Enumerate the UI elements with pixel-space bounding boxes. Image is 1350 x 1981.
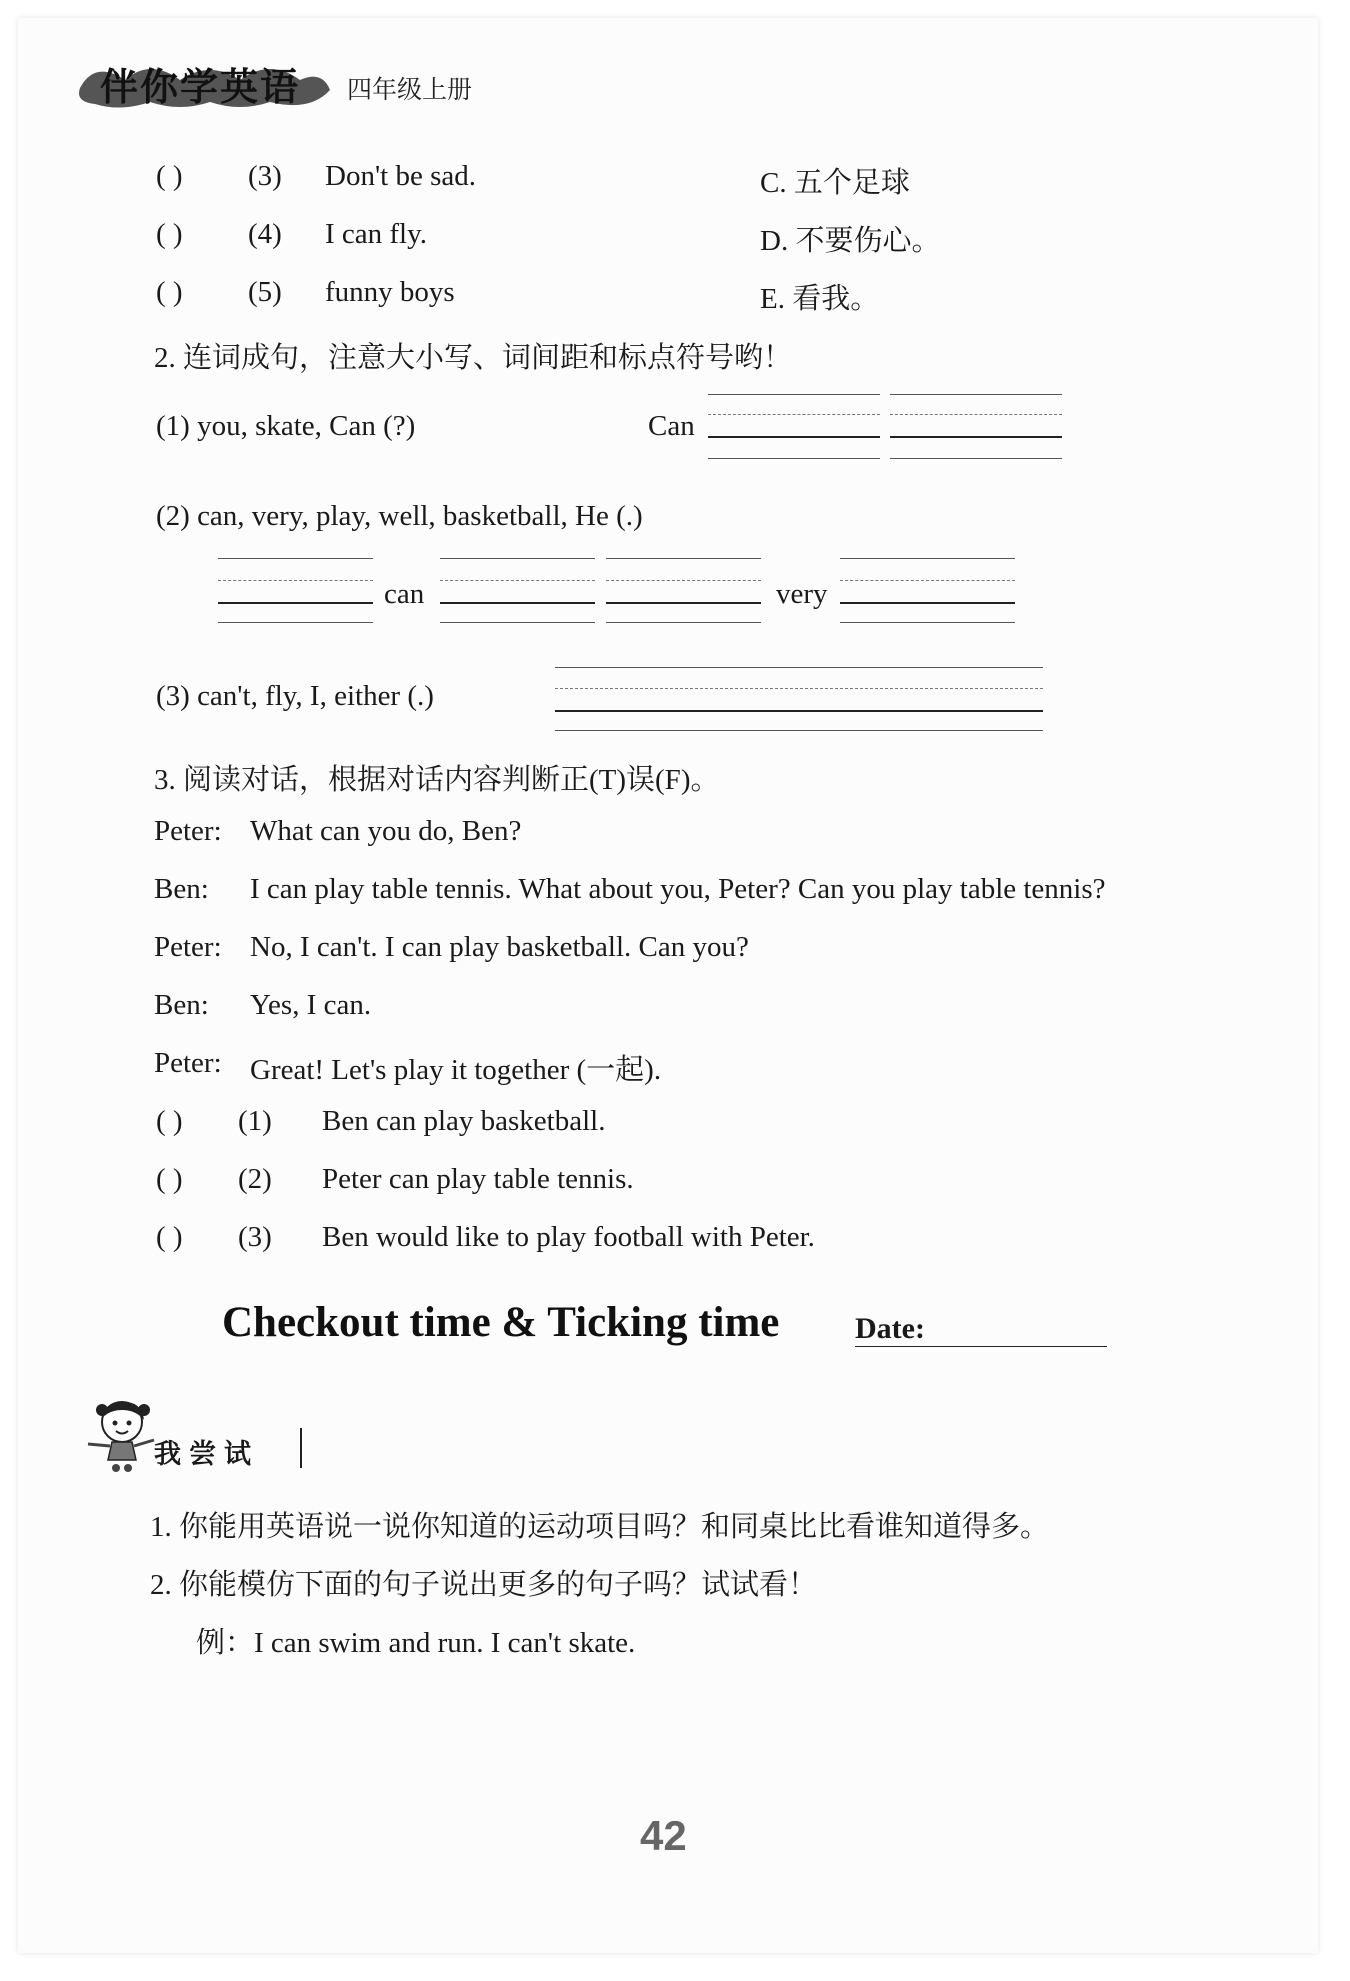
book-title: 伴你学英语 xyxy=(100,65,301,109)
question-number: (3) xyxy=(248,160,282,192)
answer-blank[interactable]: ( ) xyxy=(156,160,183,192)
answer-blank[interactable]: ( ) xyxy=(156,1163,183,1195)
dialogue-line: What can you do, Ben? xyxy=(250,815,522,847)
q3-prompt: (3) can't, fly, I, either (.) xyxy=(156,680,434,712)
dialogue-line: No, I can't. I can play basketball. Can you? xyxy=(250,931,749,963)
speaker: Peter: xyxy=(154,931,222,963)
date-label: Date: xyxy=(855,1312,925,1345)
question-text: I can fly. xyxy=(325,218,427,250)
try-section-label: 我尝试 xyxy=(154,1439,259,1470)
statement-number: (3) xyxy=(238,1221,272,1253)
q2-word-can: can xyxy=(384,578,425,610)
option-text: E. 看我。 xyxy=(760,283,880,315)
date-input-line[interactable] xyxy=(855,1346,1107,1347)
q1-start-word: Can xyxy=(648,410,695,442)
page-number: 42 xyxy=(640,1812,687,1859)
answer-blank[interactable]: ( ) xyxy=(156,1105,183,1137)
question-number: (4) xyxy=(248,218,282,250)
option-text: D. 不要伤心。 xyxy=(760,225,941,257)
try-label-divider xyxy=(300,1428,302,1468)
speaker: Ben: xyxy=(154,989,209,1021)
speaker: Peter: xyxy=(154,815,222,847)
option-text: C. 五个足球 xyxy=(760,167,910,199)
question-text: funny boys xyxy=(325,276,455,308)
grade-label: 四年级上册 xyxy=(347,75,473,104)
speaker: Peter: xyxy=(154,1047,222,1079)
section-3-title: 3. 阅读对话，根据对话内容判断正(T)误(F)。 xyxy=(154,764,720,796)
answer-blank[interactable]: ( ) xyxy=(156,1221,183,1253)
q1-prompt: (1) you, skate, Can (?) xyxy=(156,410,416,442)
try-example: 例：I can swim and run. I can't skate. xyxy=(196,1627,636,1659)
statement-number: (1) xyxy=(238,1105,272,1137)
answer-blank[interactable]: ( ) xyxy=(156,276,183,308)
checkout-heading: Checkout time & Ticking time xyxy=(222,1299,780,1346)
answer-blank[interactable]: ( ) xyxy=(156,218,183,250)
try-item-1: 1. 你能用英语说一说你知道的运动项目吗？和同桌比比看谁知道得多。 xyxy=(150,1511,1050,1543)
q2-prompt: (2) can, very, play, well, basketball, He (.) xyxy=(156,500,643,532)
statement-text: Ben would like to play football with Peter. xyxy=(322,1221,815,1253)
dialogue-line: Great! Let's play it together (一起). xyxy=(250,1054,662,1086)
section-2-title: 2. 连词成句，注意大小写、词间距和标点符号哟！ xyxy=(154,342,793,374)
speaker: Ben: xyxy=(154,873,209,905)
dialogue-line: Yes, I can. xyxy=(250,989,372,1021)
question-number: (5) xyxy=(248,276,282,308)
try-item-2: 2. 你能模仿下面的句子说出更多的句子吗？试试看！ xyxy=(150,1569,818,1601)
statement-text: Peter can play table tennis. xyxy=(322,1163,634,1195)
dialogue-line: I can play table tennis. What about you, Peter? Can you play table tennis? xyxy=(250,873,1106,905)
girl-mascot-icon xyxy=(86,1396,156,1476)
question-text: Don't be sad. xyxy=(325,160,477,192)
statement-number: (2) xyxy=(238,1163,272,1195)
q2-word-very: very xyxy=(776,578,828,610)
page-background xyxy=(18,18,1318,1953)
statement-text: Ben can play basketball. xyxy=(322,1105,606,1137)
